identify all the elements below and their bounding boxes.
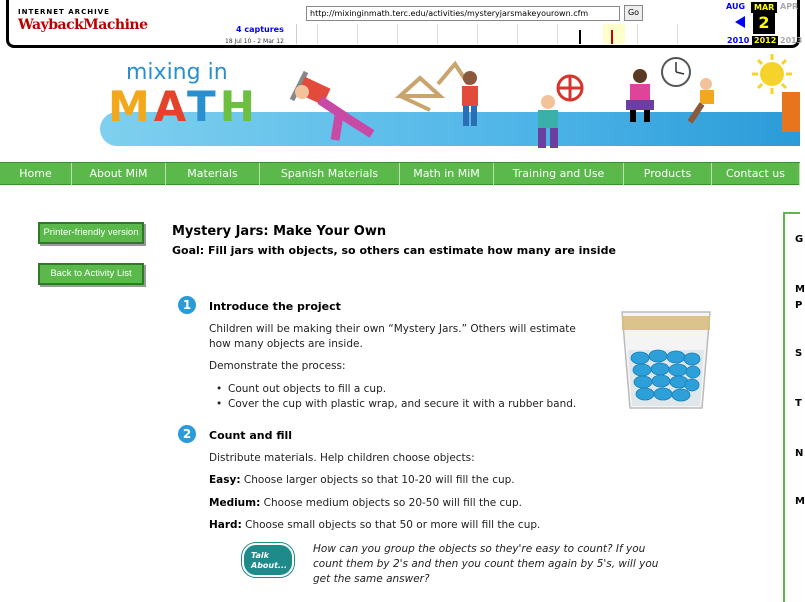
- mystery-jar-icon: [622, 312, 710, 408]
- talk-label-2: About...: [251, 561, 288, 570]
- question-line: How can you group the objects so they're easy to count? If you: [313, 543, 646, 555]
- printer-friendly-button[interactable]: Printer-friendly version: [38, 222, 144, 244]
- difficulty-medium-label: Medium:: [209, 497, 261, 509]
- kid-with-ruler-icon: [292, 72, 372, 140]
- talk-about-question: [313, 542, 685, 587]
- sidebar-letter: N: [795, 448, 804, 459]
- step-1-paragraph: Children will be making their own “Mystery Jars.” Others will estimate: [209, 323, 576, 335]
- step-1-bullets: [228, 382, 576, 412]
- kid-red-shirt-icon: [462, 71, 478, 126]
- talk-about-bubble-icon: [242, 543, 294, 577]
- logo-letter: H: [219, 82, 259, 131]
- main-nav: [0, 162, 800, 185]
- difficulty-hard: [209, 518, 540, 533]
- wayback-logo-top: INTERNET ARCHIVE: [18, 8, 110, 16]
- kid-pink-dress-icon: [626, 69, 654, 122]
- sidebar-letter: S: [795, 348, 803, 359]
- sidebar-letter: T: [795, 398, 802, 409]
- wayback-url-input[interactable]: http://mixinginmath.terc.edu/activities/mysteryjarsmakeyourown.cfm: [306, 6, 620, 21]
- nav-materials[interactable]: Materials: [166, 163, 260, 185]
- step-1-number: 1: [178, 296, 196, 314]
- nav-training[interactable]: Training and Use: [494, 163, 624, 185]
- nav-contact[interactable]: Contact us: [712, 163, 800, 185]
- logo-letter: A: [153, 82, 188, 131]
- kid-with-snowflake-icon: [538, 76, 582, 148]
- step-1-demonstrate: Demonstrate the process:: [209, 360, 346, 372]
- wayback-go-button[interactable]: Go: [624, 5, 643, 21]
- kid-with-hat-icon: [690, 78, 714, 122]
- sidebar-letter: M: [795, 496, 805, 507]
- stopwatch-icon: [662, 58, 690, 86]
- step-2-number: 2: [178, 425, 196, 443]
- right-sidebar: [783, 212, 805, 602]
- wayback-captures-link[interactable]: 4 captures: [236, 25, 284, 34]
- wayback-year-current: 2012: [754, 36, 777, 45]
- page-title: Mystery Jars: Make Your Own: [172, 224, 387, 239]
- wayback-capture-range: 18 Jul 10 - 2 Mar 12: [225, 38, 284, 45]
- sidebar-letter: P: [795, 300, 803, 311]
- page-goal: Goal: Fill jars with objects, so others can estimate how many are inside: [172, 244, 616, 257]
- sticks-triangle-icon: [400, 64, 468, 110]
- logo-letter: M: [108, 82, 154, 131]
- nav-home[interactable]: Home: [0, 163, 72, 185]
- wayback-month-next: APR: [780, 2, 799, 11]
- wayback-year-prev[interactable]: 2010: [727, 36, 750, 45]
- step-1-paragraph-cont: how many objects are inside.: [209, 338, 363, 350]
- sun-icon: [752, 54, 800, 132]
- wayback-month-current: MAR: [751, 2, 777, 13]
- nav-spanish-materials[interactable]: Spanish Materials: [260, 163, 400, 185]
- step-2-title: Count and fill: [209, 429, 293, 442]
- sidebar-letter: G: [795, 234, 804, 245]
- site-logo-top[interactable]: mixing in: [126, 60, 228, 85]
- sidebar-letter: M: [795, 284, 805, 295]
- nav-math-in-mim[interactable]: Math in MiM: [400, 163, 494, 185]
- wayback-logo[interactable]: WaybackMachine: [18, 17, 148, 33]
- difficulty-hard-text: Choose small objects so that 50 or more will fill the cup.: [245, 519, 541, 531]
- difficulty-medium-text: Choose medium objects so 20-50 will fill the cup.: [263, 497, 522, 509]
- difficulty-easy-label: Easy:: [209, 474, 241, 486]
- difficulty-easy: [209, 473, 515, 488]
- wayback-month-prev[interactable]: AUG: [726, 2, 746, 11]
- wayback-day: 2: [753, 12, 775, 34]
- step-1-title: Introduce the project: [209, 300, 341, 313]
- talk-label: Talk: [251, 551, 269, 560]
- question-line: count them by 2's and then you count them again by 5's, will you: [313, 558, 659, 570]
- question-line: get the same answer?: [313, 573, 430, 585]
- difficulty-easy-text: Choose larger objects so that 10-20 will fill the cup.: [243, 474, 515, 486]
- nav-about[interactable]: About MiM: [72, 163, 166, 185]
- step-2-paragraph: Distribute materials. Help children choose objects:: [209, 452, 475, 464]
- difficulty-medium: [209, 496, 522, 511]
- back-to-activity-list-button[interactable]: Back to Activity List: [38, 263, 144, 285]
- nav-products[interactable]: Products: [624, 163, 712, 185]
- difficulty-hard-label: Hard:: [209, 519, 242, 531]
- list-item: • Cover the cup with plastic wrap, and secure it with a rubber band.: [228, 397, 576, 412]
- logo-letter: T: [187, 82, 220, 131]
- list-item: • Count out objects to fill a cup.: [228, 382, 576, 397]
- wayback-year-next: 2013: [780, 36, 803, 45]
